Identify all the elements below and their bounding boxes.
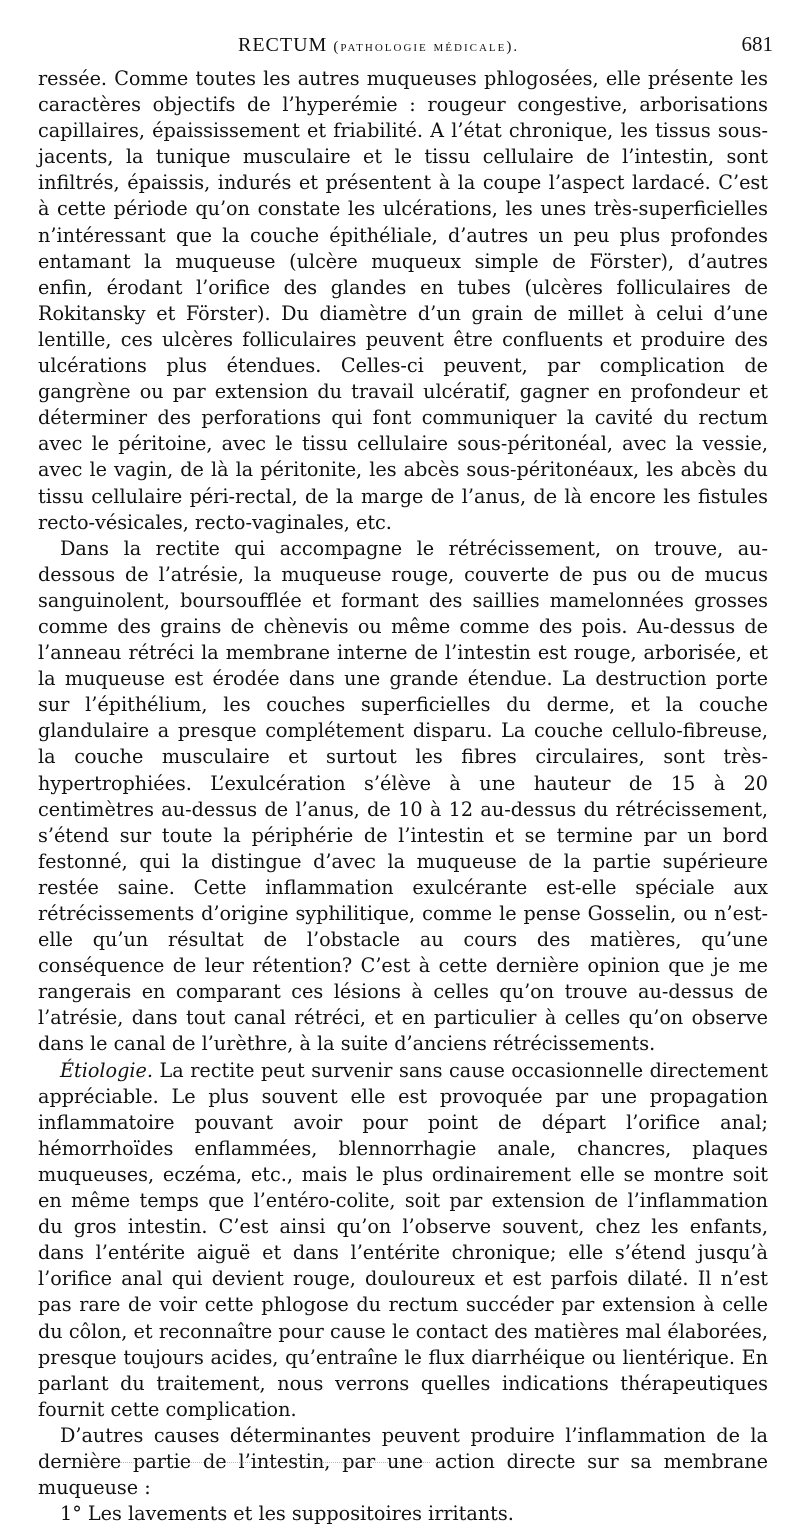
paragraph-3 [38, 1058, 768, 1423]
header-subtitle: (pathologie médicale). [333, 39, 520, 55]
paragraph-4: D’autres causes déterminantes peuvent produire l’inflammation de la dernière partie de l’intestin, par une action directe sur sa membrane muqueuse : [38, 1423, 768, 1500]
body-text [38, 66, 768, 1527]
running-header [38, 30, 773, 60]
paragraph-5: 1° Les lavements et les suppositoires irritants. [60, 1502, 514, 1526]
header-title: RECTUM [238, 34, 328, 56]
page-footer-rule [70, 1462, 430, 1463]
page-number: 681 [741, 32, 773, 56]
page-title [238, 34, 519, 57]
section-label: Étiologie. [60, 1058, 153, 1082]
paragraph-1: ressée. Comme toutes les autres muqueuses phlogosées, elle présente les caractères objectifs de l’hyperémie : rougeur congestive, arborisations capillaires, épaississement et friabilité. A l’état chronique, les tissus sous-jacents, la tunique musculaire et le tissu cellulaire de l’intestin, sont infiltrés, épaissis, indurés et présentent à la coupe l’aspect lardacé. C’est à cette période qu’on constate les ulcérations, les unes très-superficielles n’intéressant que la couche épithéliale, d’autres un peu plus profondes entamant la muqueuse (ulcère muqueux simple de Förster), d’autres enfin, érodant l’orifice des glandes en tubes (ulcères folliculaires de Rokitansky et Förster). Du diamètre d’un grain de millet à celui d’une lentille, ces ulcères folliculaires peuvent être confluents et produire des ulcérations plus étendues. Celles-ci peuvent, par complication de gangrène ou par extension du travail ulcératif, gagner en profondeur et déterminer des perforations qui font communiquer la cavité du rectum avec le péritoine, avec le tissu cellulaire sous-péritonéal, avec la vessie, avec le vagin, de là la péritonite, les abcès sous-péritonéaux, les abcès du tissu cellulaire péri-rectal, de la marge de l’anus, de là encore les fistules recto-vésicales, recto-vaginales, etc. [38, 67, 768, 534]
section-text: La rectite peut survenir sans cause occasionnelle directement appréciable. Le plus souvent elle est provoquée par une propagation inflammatoire pouvant avoir pour point de départ l’orifice anal; hémorrhoïdes enflammées, blennorrhagie anale, chancres, plaques muqueuses, eczéma, etc., mais le plus ordinairement elle se montre soit en même temps que l’entéro-colite, soit par extension de l’inflammation du gros intestin. C’est ainsi qu’on l’observe souvent, chez les enfants, dans l’entérite aiguë et dans l’entérite chronique; elle s’étend jusqu’à l’orifice anal qui devient rouge, douloureux et est parfois dilaté. Il n’est pas rare de voir cette phlogose du rectum succéder par extension à celle du côlon, et reconnaître pour cause le contact des matières mal élaborées, presque toujours acides, qu’entraîne le flux diarrhéique ou lientérique. En parlant du traitement, nous verrons quelles indications thérapeutiques fournit cette complication. [38, 1058, 768, 1421]
paragraph-2: Dans la rectite qui accompagne le rétrécissement, on trouve, au-dessous de l’atrésie, la muqueuse rouge, couverte de pus ou de mucus sanguinolent, boursoufflée et formant des saillies mamelonnées grosses comme des grains de chènevis ou même comme des pois. Au-dessus de l’anneau rétréci la membrane interne de l’intestin est rouge, arborisée, et la muqueuse est érodée dans une grande étendue. La destruction porte sur l’épithélium, les couches superficielles du derme, et la couche glandulaire a presque complétement disparu. La couche cellulo-fibreuse, la couche musculaire et surtout les fibres circulaires, sont très-hypertrophiées. L’exulcération s’élève à une hauteur de 15 à 20 centimètres au-dessus de l’anus, de 10 à 12 au-dessus du rétrécissement, s’étend sur toute la périphérie de l’intestin et se termine par un bord festonné, qui la distingue d’avec la muqueuse de la partie supérieure restée saine. Cette inflammation exulcérante est-elle spéciale aux rétrécissements d’origine syphilitique, comme le pense Gosselin, ou n’est-elle qu’un résultat de l’obstacle au cours des matières, qu’une conséquence de leur rétention? C’est à cette dernière opinion que je me rangerais en comparant ces lésions à celles qu’on trouve au-dessus de l’atrésie, dans tout canal rétréci, et en particulier à celles qu’on observe dans le canal de l’urèthre, à la suite d’anciens rétrécissements. [38, 536, 768, 1056]
